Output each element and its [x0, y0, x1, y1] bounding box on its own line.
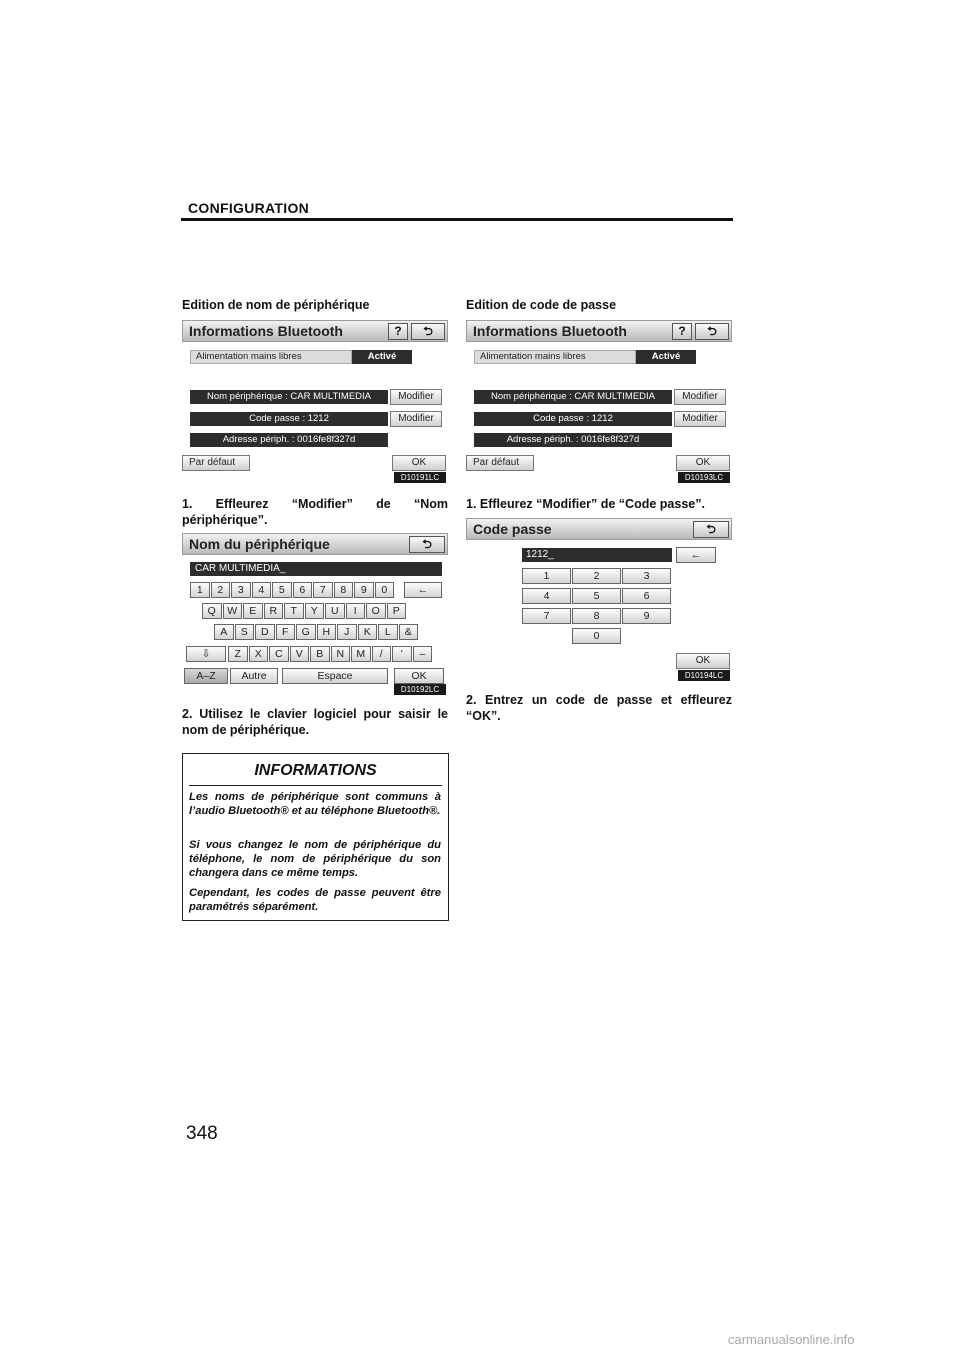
- information-paragraph-3: Cependant, les codes de passe peuvent être paramétrés séparément.: [189, 887, 441, 913]
- ok-button[interactable]: OK: [676, 455, 730, 471]
- key-row2-9[interactable]: P: [387, 603, 407, 619]
- digit-key-5[interactable]: 5: [572, 588, 621, 604]
- key-row3-6[interactable]: J: [337, 624, 357, 640]
- header-rule: [181, 218, 733, 221]
- ok-button[interactable]: OK: [394, 668, 444, 684]
- modify-device-name-button[interactable]: Modifier: [674, 389, 726, 405]
- screen-title: Code passe: [473, 521, 552, 537]
- page-number: 348: [186, 1123, 218, 1144]
- key-row1-8[interactable]: 9: [354, 582, 374, 598]
- key-row3-0[interactable]: A: [214, 624, 234, 640]
- step-2-instruction: 2. Utilisez le clavier logiciel pour saisir le nom de périphérique.: [182, 707, 448, 737]
- device-name-input[interactable]: CAR MULTIMEDIA_: [190, 562, 442, 576]
- space-key[interactable]: Espace: [282, 668, 388, 684]
- backspace-key[interactable]: ←: [404, 582, 442, 598]
- information-divider: [189, 785, 442, 786]
- key-row2-6[interactable]: U: [325, 603, 345, 619]
- help-button[interactable]: ?: [672, 323, 692, 340]
- information-box: [182, 753, 449, 921]
- step-1-instruction: 1. Effleurez “Modifier” de “Nom périphérique”.: [182, 497, 448, 527]
- modify-device-name-button[interactable]: Modifier: [390, 389, 442, 405]
- key-row3-7[interactable]: K: [358, 624, 378, 640]
- key-row3-5[interactable]: H: [317, 624, 337, 640]
- handsfree-toggle[interactable]: Activé: [352, 350, 412, 364]
- key-row2-0[interactable]: Q: [202, 603, 222, 619]
- step-1-instruction: 1. Effleurez “Modifier” de “Code passe”.: [466, 497, 705, 511]
- key-row4-1[interactable]: X: [249, 646, 269, 662]
- key-row4-8[interactable]: ': [392, 646, 412, 662]
- key-row1-2[interactable]: 3: [231, 582, 251, 598]
- other-key[interactable]: Autre: [230, 668, 278, 684]
- key-row3-9[interactable]: &: [399, 624, 419, 640]
- ok-button[interactable]: OK: [392, 455, 446, 471]
- watermark: carmanualsonline.info: [728, 1332, 855, 1347]
- key-row4-9[interactable]: –: [413, 646, 433, 662]
- default-button[interactable]: Par défaut: [466, 455, 534, 471]
- device-address-field: Adresse périph. : 0016fe8f327d: [474, 433, 672, 447]
- figure-code: D10192LC: [394, 684, 446, 695]
- section-title-device-name: Edition de nom de périphérique: [182, 298, 370, 312]
- screen-title-bar: [182, 533, 448, 555]
- key-row1-6[interactable]: 7: [313, 582, 333, 598]
- key-row2-3[interactable]: R: [264, 603, 284, 619]
- passcode-field: Code passe : 1212: [190, 412, 388, 426]
- screen-title: Informations Bluetooth: [473, 323, 627, 339]
- page-header-title: CONFIGURATION: [188, 200, 310, 216]
- help-button[interactable]: ?: [388, 323, 408, 340]
- key-row4-7[interactable]: /: [372, 646, 392, 662]
- default-button[interactable]: Par défaut: [182, 455, 250, 471]
- key-row1-3[interactable]: 4: [252, 582, 272, 598]
- device-name-field: Nom périphérique : CAR MULTIMEDIA: [190, 390, 388, 404]
- az-key[interactable]: A–Z: [184, 668, 228, 684]
- key-row3-2[interactable]: D: [255, 624, 275, 640]
- modify-passcode-button[interactable]: Modifier: [674, 411, 726, 427]
- digit-key-2[interactable]: 2: [572, 568, 621, 584]
- screen-title: Nom du périphérique: [189, 536, 330, 552]
- digit-key-3[interactable]: 3: [622, 568, 671, 584]
- key-row4-2[interactable]: C: [269, 646, 289, 662]
- back-button[interactable]: ⮌: [695, 323, 729, 340]
- key-row1-9[interactable]: 0: [375, 582, 395, 598]
- digit-key-7[interactable]: 7: [522, 608, 571, 624]
- digit-key-1[interactable]: 1: [522, 568, 571, 584]
- figure-code: D10193LC: [678, 472, 730, 483]
- key-row3-8[interactable]: L: [378, 624, 398, 640]
- shift-key[interactable]: ⇩: [186, 646, 226, 662]
- key-row4-6[interactable]: M: [351, 646, 371, 662]
- back-button[interactable]: ⮌: [693, 521, 729, 538]
- backspace-key[interactable]: ←: [676, 547, 716, 563]
- screen-title-bar: [182, 320, 448, 342]
- passcode-field: Code passe : 1212: [474, 412, 672, 426]
- key-row1-1[interactable]: 2: [211, 582, 231, 598]
- digit-key-8[interactable]: 8: [572, 608, 621, 624]
- key-row3-1[interactable]: S: [235, 624, 255, 640]
- digit-key-9[interactable]: 9: [622, 608, 671, 624]
- key-row2-8[interactable]: O: [366, 603, 386, 619]
- key-row4-0[interactable]: Z: [228, 646, 248, 662]
- key-row1-5[interactable]: 6: [293, 582, 313, 598]
- digit-key-6[interactable]: 6: [622, 588, 671, 604]
- key-row4-4[interactable]: B: [310, 646, 330, 662]
- key-row4-5[interactable]: N: [331, 646, 351, 662]
- device-name-field: Nom périphérique : CAR MULTIMEDIA: [474, 390, 672, 404]
- section-title-passcode: Edition de code de passe: [466, 298, 617, 312]
- figure-code: D10194LC: [678, 670, 730, 681]
- digit-key-0[interactable]: 0: [572, 628, 621, 644]
- handsfree-toggle[interactable]: Activé: [636, 350, 696, 364]
- screen-title-bar: [466, 320, 732, 342]
- modify-passcode-button[interactable]: Modifier: [390, 411, 442, 427]
- key-row2-1[interactable]: W: [223, 603, 243, 619]
- key-row1-4[interactable]: 5: [272, 582, 292, 598]
- figure-code: D10191LC: [394, 472, 446, 483]
- key-row1-0[interactable]: 1: [190, 582, 210, 598]
- handsfree-label: Alimentation mains libres: [474, 350, 636, 364]
- screen-title: Informations Bluetooth: [189, 323, 343, 339]
- screen-device-name-keyboard: [182, 533, 448, 695]
- information-paragraph-1: Les noms de périphérique sont communs à l’audio Bluetooth® et au téléphone Bluetooth®.: [189, 791, 441, 817]
- screen-title-bar: [466, 518, 732, 540]
- screen-bluetooth-info-2: [466, 320, 732, 484]
- screen-passcode-keypad: [466, 518, 732, 682]
- key-row3-3[interactable]: F: [276, 624, 296, 640]
- ok-button[interactable]: OK: [676, 653, 730, 669]
- key-row2-7[interactable]: I: [346, 603, 366, 619]
- key-row1-7[interactable]: 8: [334, 582, 354, 598]
- handsfree-label: Alimentation mains libres: [190, 350, 352, 364]
- screen-bluetooth-info-1: [182, 320, 448, 484]
- information-title: INFORMATIONS: [254, 762, 377, 779]
- step-2-instruction: 2. Entrez un code de passe et effleurez “OK”.: [466, 693, 732, 723]
- back-button[interactable]: ⮌: [411, 323, 445, 340]
- device-address-field: Adresse périph. : 0016fe8f327d: [190, 433, 388, 447]
- key-row4-3[interactable]: V: [290, 646, 310, 662]
- key-row2-4[interactable]: T: [284, 603, 304, 619]
- back-button[interactable]: ⮌: [409, 536, 445, 553]
- key-row2-2[interactable]: E: [243, 603, 263, 619]
- passcode-input[interactable]: 1212_: [522, 548, 672, 562]
- information-paragraph-2: Si vous changez le nom de périphérique du téléphone, le nom de périphérique du son changera dans ce même temps.: [189, 839, 441, 879]
- digit-key-4[interactable]: 4: [522, 588, 571, 604]
- key-row3-4[interactable]: G: [296, 624, 316, 640]
- key-row2-5[interactable]: Y: [305, 603, 325, 619]
